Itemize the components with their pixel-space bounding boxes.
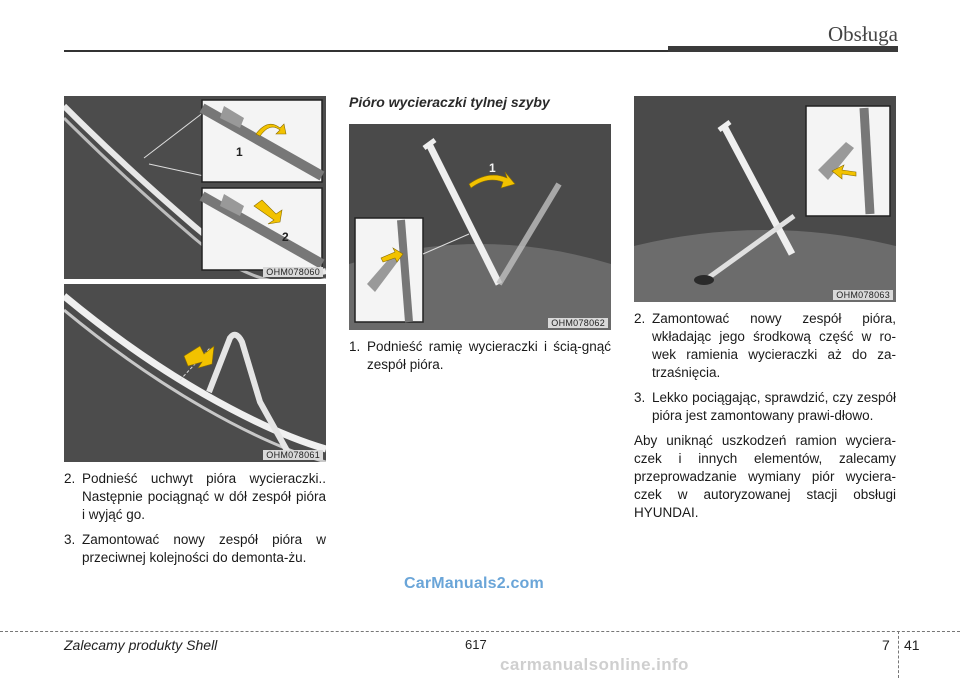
figure-wiper-blade-pull-illustration [64, 284, 326, 462]
step-text: Podnieść uchwyt pióra wycieraczki.. Następnie pociągnąć w dół zespół pióra i wyjąć go. [82, 471, 326, 522]
header-rule-accent [668, 46, 898, 52]
step-3-right [634, 389, 896, 425]
step-2-right [634, 310, 896, 382]
callout-1: 1 [489, 161, 496, 175]
step-text: Podnieść ramię wycieraczki i ścią-gnąć zespół pióra. [367, 339, 611, 372]
callout-1: 1 [236, 145, 243, 159]
figure-code: OHM078061 [263, 450, 323, 460]
step-text: Zamontować nowy zespół pióra, wkładając jego środkową część w ro-wek ramienia wycieraczki aż do za-trzaśnięcia. [652, 311, 896, 380]
figure-code: OHM078063 [833, 290, 893, 300]
step-number: 2. [64, 471, 76, 486]
figure-rear-wiper-lift [349, 124, 611, 330]
middle-column [349, 338, 611, 381]
left-column [64, 470, 326, 574]
right-column [634, 310, 896, 522]
service-note: Aby uniknąć uszkodzeń ramion wyciera-czek i innych elementów, zalecamy przeprowadzanie wymiany piór wyciera-czek w autoryzowanej stacji obsługi HYUNDAI. [634, 433, 896, 520]
bottom-watermark: carmanualsonline.info [500, 655, 689, 674]
figure-rear-wiper-install [634, 96, 896, 302]
footer-rule [0, 631, 960, 632]
step-text: Zamontować nowy zespół pióra w przeciwnej kolejności do demonta-żu. [82, 532, 326, 565]
step-number: 3. [64, 532, 76, 547]
step-text: Lekko pociągając, sprawdzić, czy zespół pióra jest zamontowany prawi-dłowo. [652, 390, 896, 423]
figure-code: OHM078062 [548, 318, 608, 328]
footer-title: Zalecamy produkty Shell [64, 637, 218, 653]
footer-page-number: 41 [904, 637, 920, 653]
figure-rear-wiper-lift-illustration [349, 124, 611, 330]
watermark-link[interactable]: CarManuals2.com [404, 575, 544, 592]
footer-page: 617 [465, 637, 487, 652]
step-number: 1. [349, 339, 361, 354]
figure-code: OHM078060 [263, 267, 323, 277]
footer-divider [898, 631, 899, 678]
step-3-left [64, 531, 326, 567]
section-title: Obsługa [828, 22, 898, 46]
figure-wiper-blade-release [64, 96, 326, 279]
callout-2: 2 [282, 230, 289, 244]
step-number: 3. [634, 390, 646, 405]
figure-wiper-blade-pull [64, 284, 326, 462]
figure-rear-wiper-install-illustration [634, 96, 896, 302]
section-heading: Pióro wycieraczki tylnej szyby [349, 94, 550, 110]
step-number: 2. [634, 311, 646, 326]
figure-wiper-blade-release-illustration [64, 96, 326, 279]
step-1-middle [349, 338, 611, 374]
header-rule [64, 50, 668, 52]
step-2-left [64, 470, 326, 524]
footer-chapter: 7 [882, 637, 890, 653]
